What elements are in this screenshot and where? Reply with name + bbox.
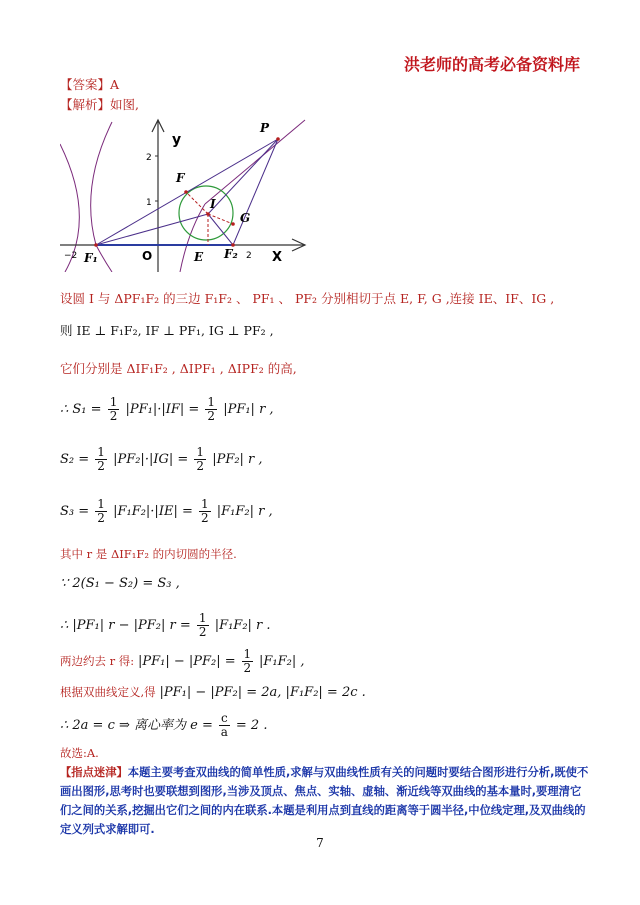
tip-note-body: 本题主要考查双曲线的简单性质,求解与双曲线性质有关的问题时要结合图形进行分析,既使不画出图形,思考时也要联想到图形,当涉及顶点、焦点、实轴、虚轴、渐近线等双曲线的基本量时,要理清它们之间的关系,挖掘出它们之间的内在联系.本题是利用点到直线的距离等于圆半径,中位线定理,及双曲线的定义列式求解即可. [60,766,589,836]
tip-note-title: 【指点迷津】 [60,766,128,779]
label-x: X [272,250,283,265]
formula-s1 [60,396,274,423]
definition-line [60,684,366,700]
half-fraction: $\frac{1}{2}$ [198,611,207,639]
therefore-line [60,612,271,639]
reduce-label: 两边约去 r 得: [60,654,135,668]
half-fraction: $\frac{1}{2}$ [196,445,205,473]
s1-right: |PF₁| r , [223,402,274,417]
label-g: G [240,211,251,225]
solution-line-2: 则 IE ⊥ F₁F₂, IF ⊥ PF₁, IG ⊥ PF₂ , [60,323,274,338]
eccentricity-line [60,712,267,739]
tick-label-y1: 1 [146,198,152,208]
def-label: 根据双曲线定义,得 [60,685,156,699]
tick-label-y2: 2 [146,153,152,163]
tick-label-xm2: −2 [64,251,78,261]
reduce-left: |PF₁| − |PF₂| = [138,654,236,669]
therefore-right: |F₁F₂| r . [214,618,271,633]
tick-label-x2: 2 [246,251,252,261]
formula-s2 [60,446,263,473]
analysis-text: 【解析】如图, [60,97,139,112]
reduce-line [60,648,304,675]
page-number: 7 [316,836,324,850]
label-y: y [172,132,182,148]
s2-mid: |PF₂|·|IG| = [113,452,189,467]
point-i [206,212,210,216]
half-fraction: $\frac{1}{2}$ [109,395,118,423]
half-fraction: $\frac{1}{2}$ [200,497,209,525]
line-f1-i [96,214,208,245]
line-p-i [208,139,278,214]
header-title: 洪老师的高考必备资料库 [403,55,580,74]
s3-mid: |F₁F₂|·|IE| = [113,504,193,519]
s2-right: |PF₂| r , [212,452,263,467]
half-fraction: $\frac{1}{2}$ [207,395,216,423]
tip-note [60,763,590,839]
label-p: P [260,121,270,135]
radius-note: 其中 r 是 ΔIF₁F₂ 的内切圆的半径. [60,547,237,561]
s3-right: |F₁F₂| r , [216,504,273,519]
side-pf2 [233,139,278,245]
point-f1 [94,243,98,247]
half-fraction: $\frac{1}{2}$ [243,647,252,675]
s1-left: ∴ S₁ = [60,402,102,417]
s1-mid: |PF₁|·|IF| = [125,402,200,417]
label-f: F [176,171,185,185]
label-i: I [210,197,216,211]
ecc-right: = 2 . [235,718,268,733]
label-e: E [194,250,204,264]
therefore-left: ∴ |PF₁| r − |PF₂| r = [60,618,191,633]
formula-s3 [60,498,273,525]
label-o: O [142,249,153,263]
point-f [184,190,188,194]
reduce-right: |F₁F₂| , [258,654,305,669]
ecc-left: ∴ 2a = c ⇒ 离心率为 e = [60,718,213,733]
incircle [179,186,233,240]
because-line: ∵ 2(S₁ − S₂) = S₃ , [60,576,180,591]
hyperbola-figure [60,112,320,272]
half-fraction: $\frac{1}{2}$ [97,445,105,473]
label-f2: F₂ [224,247,238,261]
line-f2-i [208,214,233,245]
label-f1: F₁ [84,251,98,265]
solution-line-3: 它们分别是 ΔIF₁F₂ , ΔIPF₁ , ΔIPF₂ 的高, [60,361,297,376]
asymptote-line [205,120,305,204]
s3-left: S₃ = [60,504,90,519]
ecc-fraction: $\frac{c}{a}$ [220,711,228,739]
half-fraction: $\frac{1}{2}$ [97,497,105,525]
point-g [231,222,235,226]
point-p [276,137,280,141]
hyperbola-left-branch [91,122,112,272]
choose-line: 故选:A. [60,746,99,760]
solution-line-1: 设圆 I 与 ΔPF₁F₂ 的三边 F₁F₂ 、 PF₁ 、 PF₂ 分别相切于点 E, F, G ,连接 IE、IF、IG , [60,291,555,306]
def-math: |PF₁| − |PF₂| = 2a, |F₁F₂| = 2c . [159,685,366,700]
radius-if [186,192,208,214]
answer-label: 【答案】A [60,77,120,92]
s2-left: S₂ = [60,452,90,467]
